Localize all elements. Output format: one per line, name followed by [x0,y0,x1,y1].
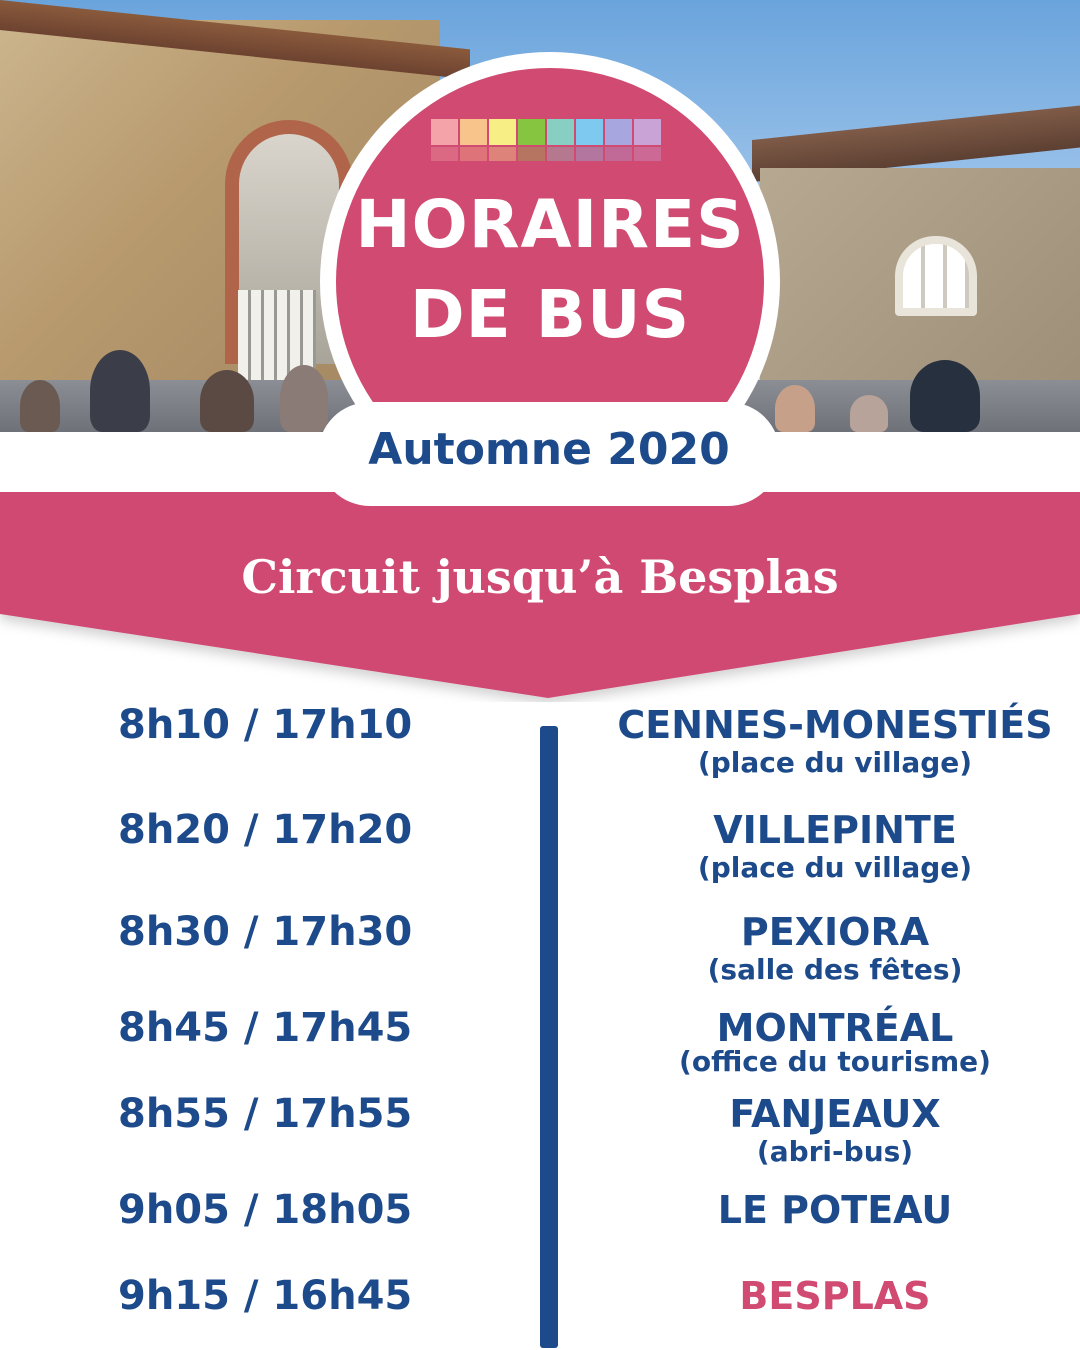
palette-swatch [489,119,516,145]
color-palette-logo [431,119,661,145]
departure-times: 8h55 / 17h55 [118,1091,413,1137]
palette-swatch [605,119,632,145]
stop-name: CENNES-MONESTIÉS [617,703,1053,747]
stop-name: VILLEPINTE [713,808,957,852]
stop-block [600,1276,1070,1318]
stop-detail: (salle des fêtes) [707,952,963,986]
stop-name: FANJEAUX [729,1092,941,1136]
palette-swatch [576,147,603,161]
child-figure [20,380,60,432]
stop-detail: (place du village) [697,850,973,884]
stop-block [600,810,1070,884]
title-line-2: DE BUS [409,276,691,353]
palette-swatch [634,147,661,161]
stop-detail: (abri-bus) [756,1134,914,1168]
palette-swatch [431,147,458,161]
departure-times: 8h10 / 17h10 [118,702,413,748]
palette-swatch [605,147,632,161]
stop-name: LE POTEAU [717,1188,953,1232]
timeline-divider [540,726,558,1348]
palette-swatch [576,119,603,145]
stop-block [600,1094,1070,1168]
child-figure [90,350,150,432]
child-figure [850,395,888,432]
child-figure [280,365,328,432]
season-label: Automne 2020 [368,424,730,475]
stop-block [600,705,1070,779]
palette-swatch [489,147,516,161]
palette-swatch [460,119,487,145]
palette-swatch [518,147,545,161]
palette-swatch [547,119,574,145]
color-palette-reflection [431,147,661,161]
palette-swatch [431,119,458,145]
palette-swatch [460,147,487,161]
title-line-1: HORAIRES [355,186,745,263]
departure-times: 9h15 / 16h45 [118,1273,413,1319]
stop-block [600,1008,1070,1078]
departure-times: 8h30 / 17h30 [118,909,413,955]
departure-times: 8h20 / 17h20 [118,807,413,853]
child-figure [775,385,815,432]
stop-block [600,912,1070,986]
stop-name: MONTRÉAL [716,1006,954,1050]
circuit-title: Circuit jusqu’à Besplas [241,550,839,604]
stop-block [600,1190,1070,1232]
right-window [895,236,977,316]
child-figure [910,360,980,432]
palette-swatch [634,119,661,145]
stop-detail: (office du tourisme) [679,1044,991,1078]
child-figure [200,370,254,432]
palette-swatch [518,119,545,145]
stop-detail: (place du village) [697,745,973,779]
palette-swatch [547,147,574,161]
stop-name: PEXIORA [740,910,930,954]
destination-name: BESPLAS [739,1274,931,1318]
departure-times: 9h05 / 18h05 [118,1187,413,1233]
departure-times: 8h45 / 17h45 [118,1005,413,1051]
